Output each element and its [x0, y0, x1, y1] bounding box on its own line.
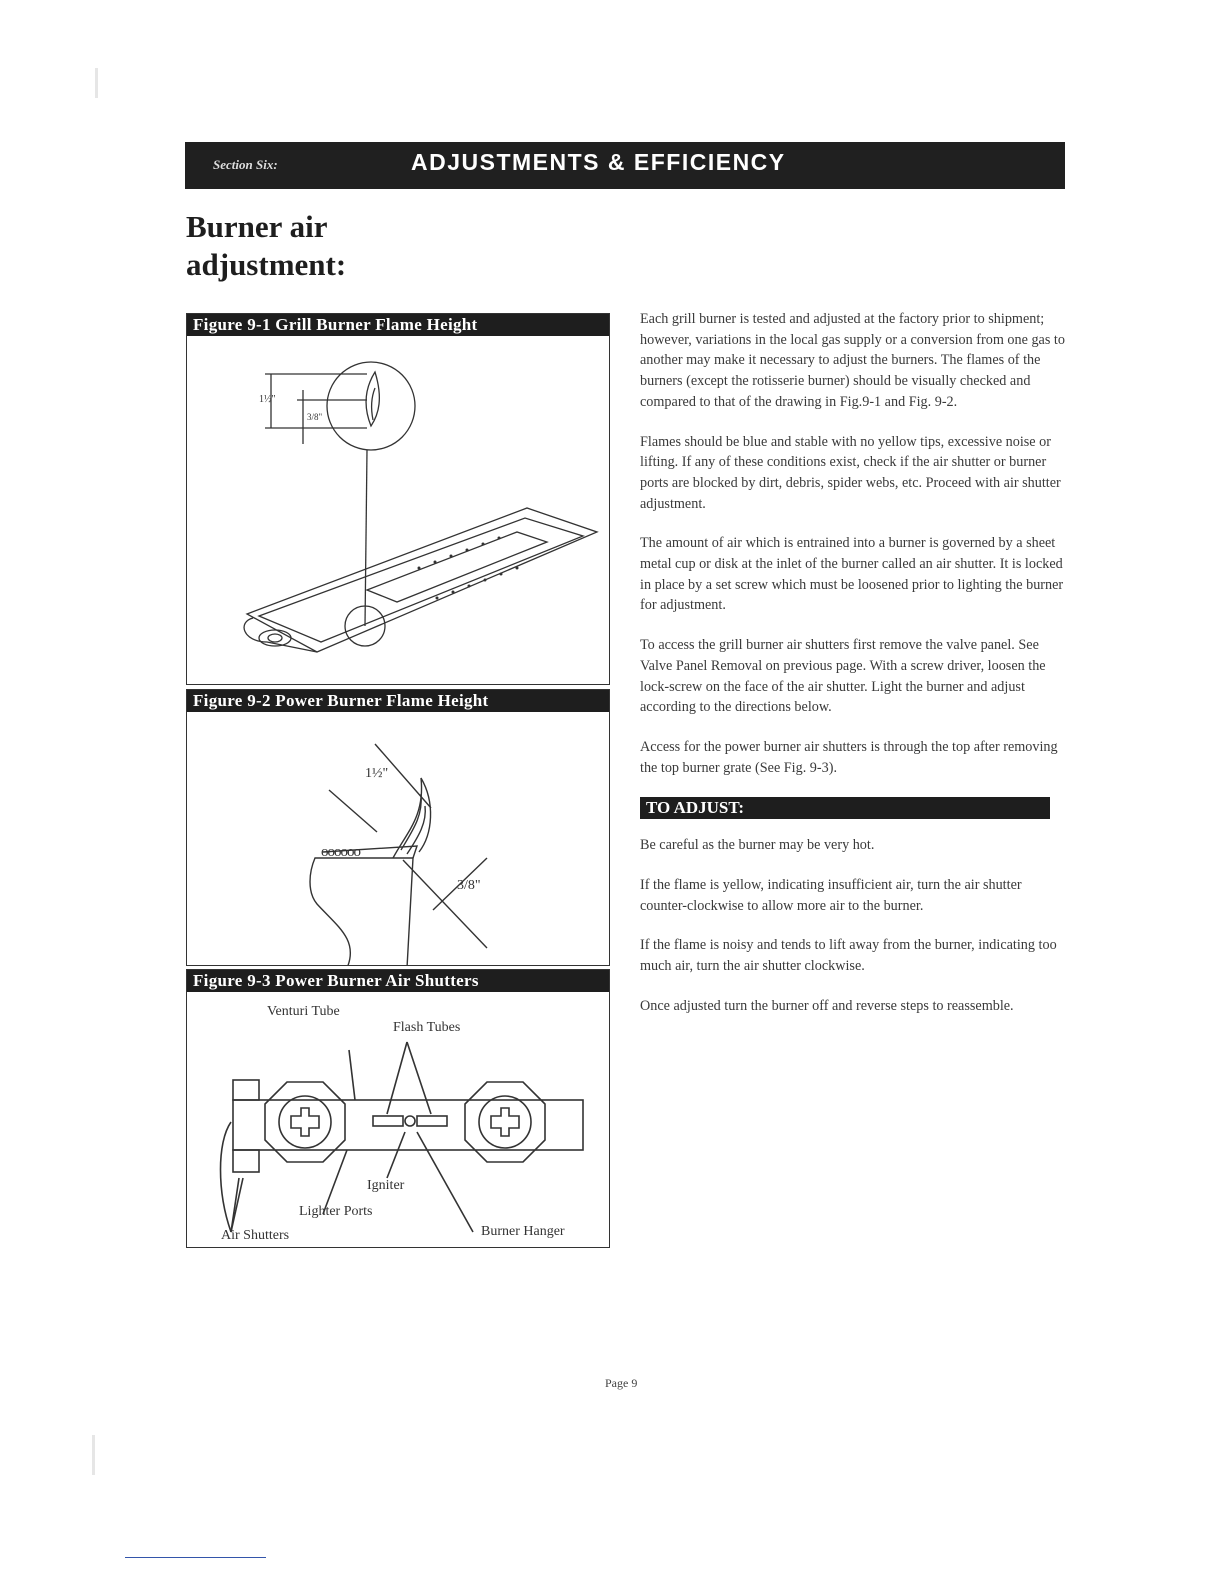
- figure-illustration: [187, 336, 609, 684]
- paragraph: Once adjusted turn the burner off and reverse steps to reassemble.: [640, 997, 1014, 1014]
- scan-mark: [95, 68, 98, 98]
- figure-power-burner-air-shutters: [186, 969, 610, 1248]
- grill-burner-drawing: [187, 336, 609, 684]
- dimension-small: 3/8": [307, 412, 323, 422]
- figure-grill-burner-flame-height: [186, 313, 610, 685]
- figure-caption: Figure 9-2 Power Burner Flame Height: [187, 690, 609, 712]
- paragraph: Be careful as the burner may be very hot.: [640, 837, 875, 854]
- label-venturi-tube: Venturi Tube: [267, 1004, 340, 1019]
- figure-illustration: [187, 992, 609, 1247]
- figure-illustration: [187, 712, 609, 965]
- label-burner-hanger: Burner Hanger: [481, 1224, 565, 1239]
- label-air-shutters: Air Shutters: [221, 1228, 290, 1243]
- paragraph: Each grill burner is tested and adjusted at the factory prior to shipment; however, variations in the local gas supply or a conversion from one gas to another may make it necessary to adjust the burners. The flames of the burners (except the rotisserie burner) should be visually checked and compared to that of the drawing in Fig.9-1 and Fig. 9-2.: [640, 311, 1065, 410]
- to-adjust-heading: TO ADJUST:: [640, 797, 1050, 819]
- paragraph: Flames should be blue and stable with no yellow tips, excessive noise or lifting. If any of these conditions exist, check if the air shutter or burner ports are blocked by dirt, debris, spider webs, etc. Proceed with air shutter adjustment.: [640, 433, 1061, 512]
- dimension-large: 1½": [259, 394, 276, 405]
- paragraph: If the flame is yellow, indicating insufficient air, turn the air shutter counter-clockwise to allow more air to the burner.: [640, 877, 1022, 914]
- body-text-column: [640, 309, 1065, 1036]
- dimension-small: 3/8": [457, 878, 481, 893]
- section-title: ADJUSTMENTS & EFFICIENCY: [411, 149, 786, 175]
- page-number: Page 9: [605, 1376, 638, 1390]
- figure-power-burner-flame-height: [186, 689, 610, 966]
- paragraph: To access the grill burner air shutters first remove the valve panel. See Valve Panel Removal on previous page. With a screw driver, loosen the lock-screw on the face of the air shutter. Light the burner and adjust according to the directions below.: [640, 637, 1046, 716]
- label-igniter: Igniter: [367, 1178, 405, 1193]
- section-label: Section Six:: [213, 157, 278, 172]
- label-flash-tubes: Flash Tubes: [393, 1020, 461, 1035]
- dimension-large: 1½": [365, 766, 389, 781]
- label-lighter-ports: Lighter Ports: [299, 1204, 373, 1219]
- section-header-bar: [185, 142, 1065, 189]
- power-burner-drawing: [187, 712, 609, 965]
- figure-caption: Figure 9-1 Grill Burner Flame Height: [187, 314, 609, 336]
- paragraph: Access for the power burner air shutters is through the top after removing the top burner grate (See Fig. 9-3).: [640, 738, 1058, 776]
- footer-rule: [125, 1557, 266, 1558]
- figure-caption: Figure 9-3 Power Burner Air Shutters: [187, 970, 609, 992]
- paragraph: If the flame is noisy and tends to lift away from the burner, indicating too much air, turn the air shutter clockwise.: [640, 937, 1057, 975]
- scan-mark: [92, 1435, 95, 1475]
- paragraph: The amount of air which is entrained into a burner is governed by a sheet metal cup or disk at the inlet of the burner called an air shutter. It is locked in place by a set screw which must be loosened prior to lighting the burner for adjustment.: [640, 535, 1064, 614]
- page-heading: Burner air adjustment:: [186, 209, 347, 282]
- burner-port-marks: oooooo: [321, 844, 360, 860]
